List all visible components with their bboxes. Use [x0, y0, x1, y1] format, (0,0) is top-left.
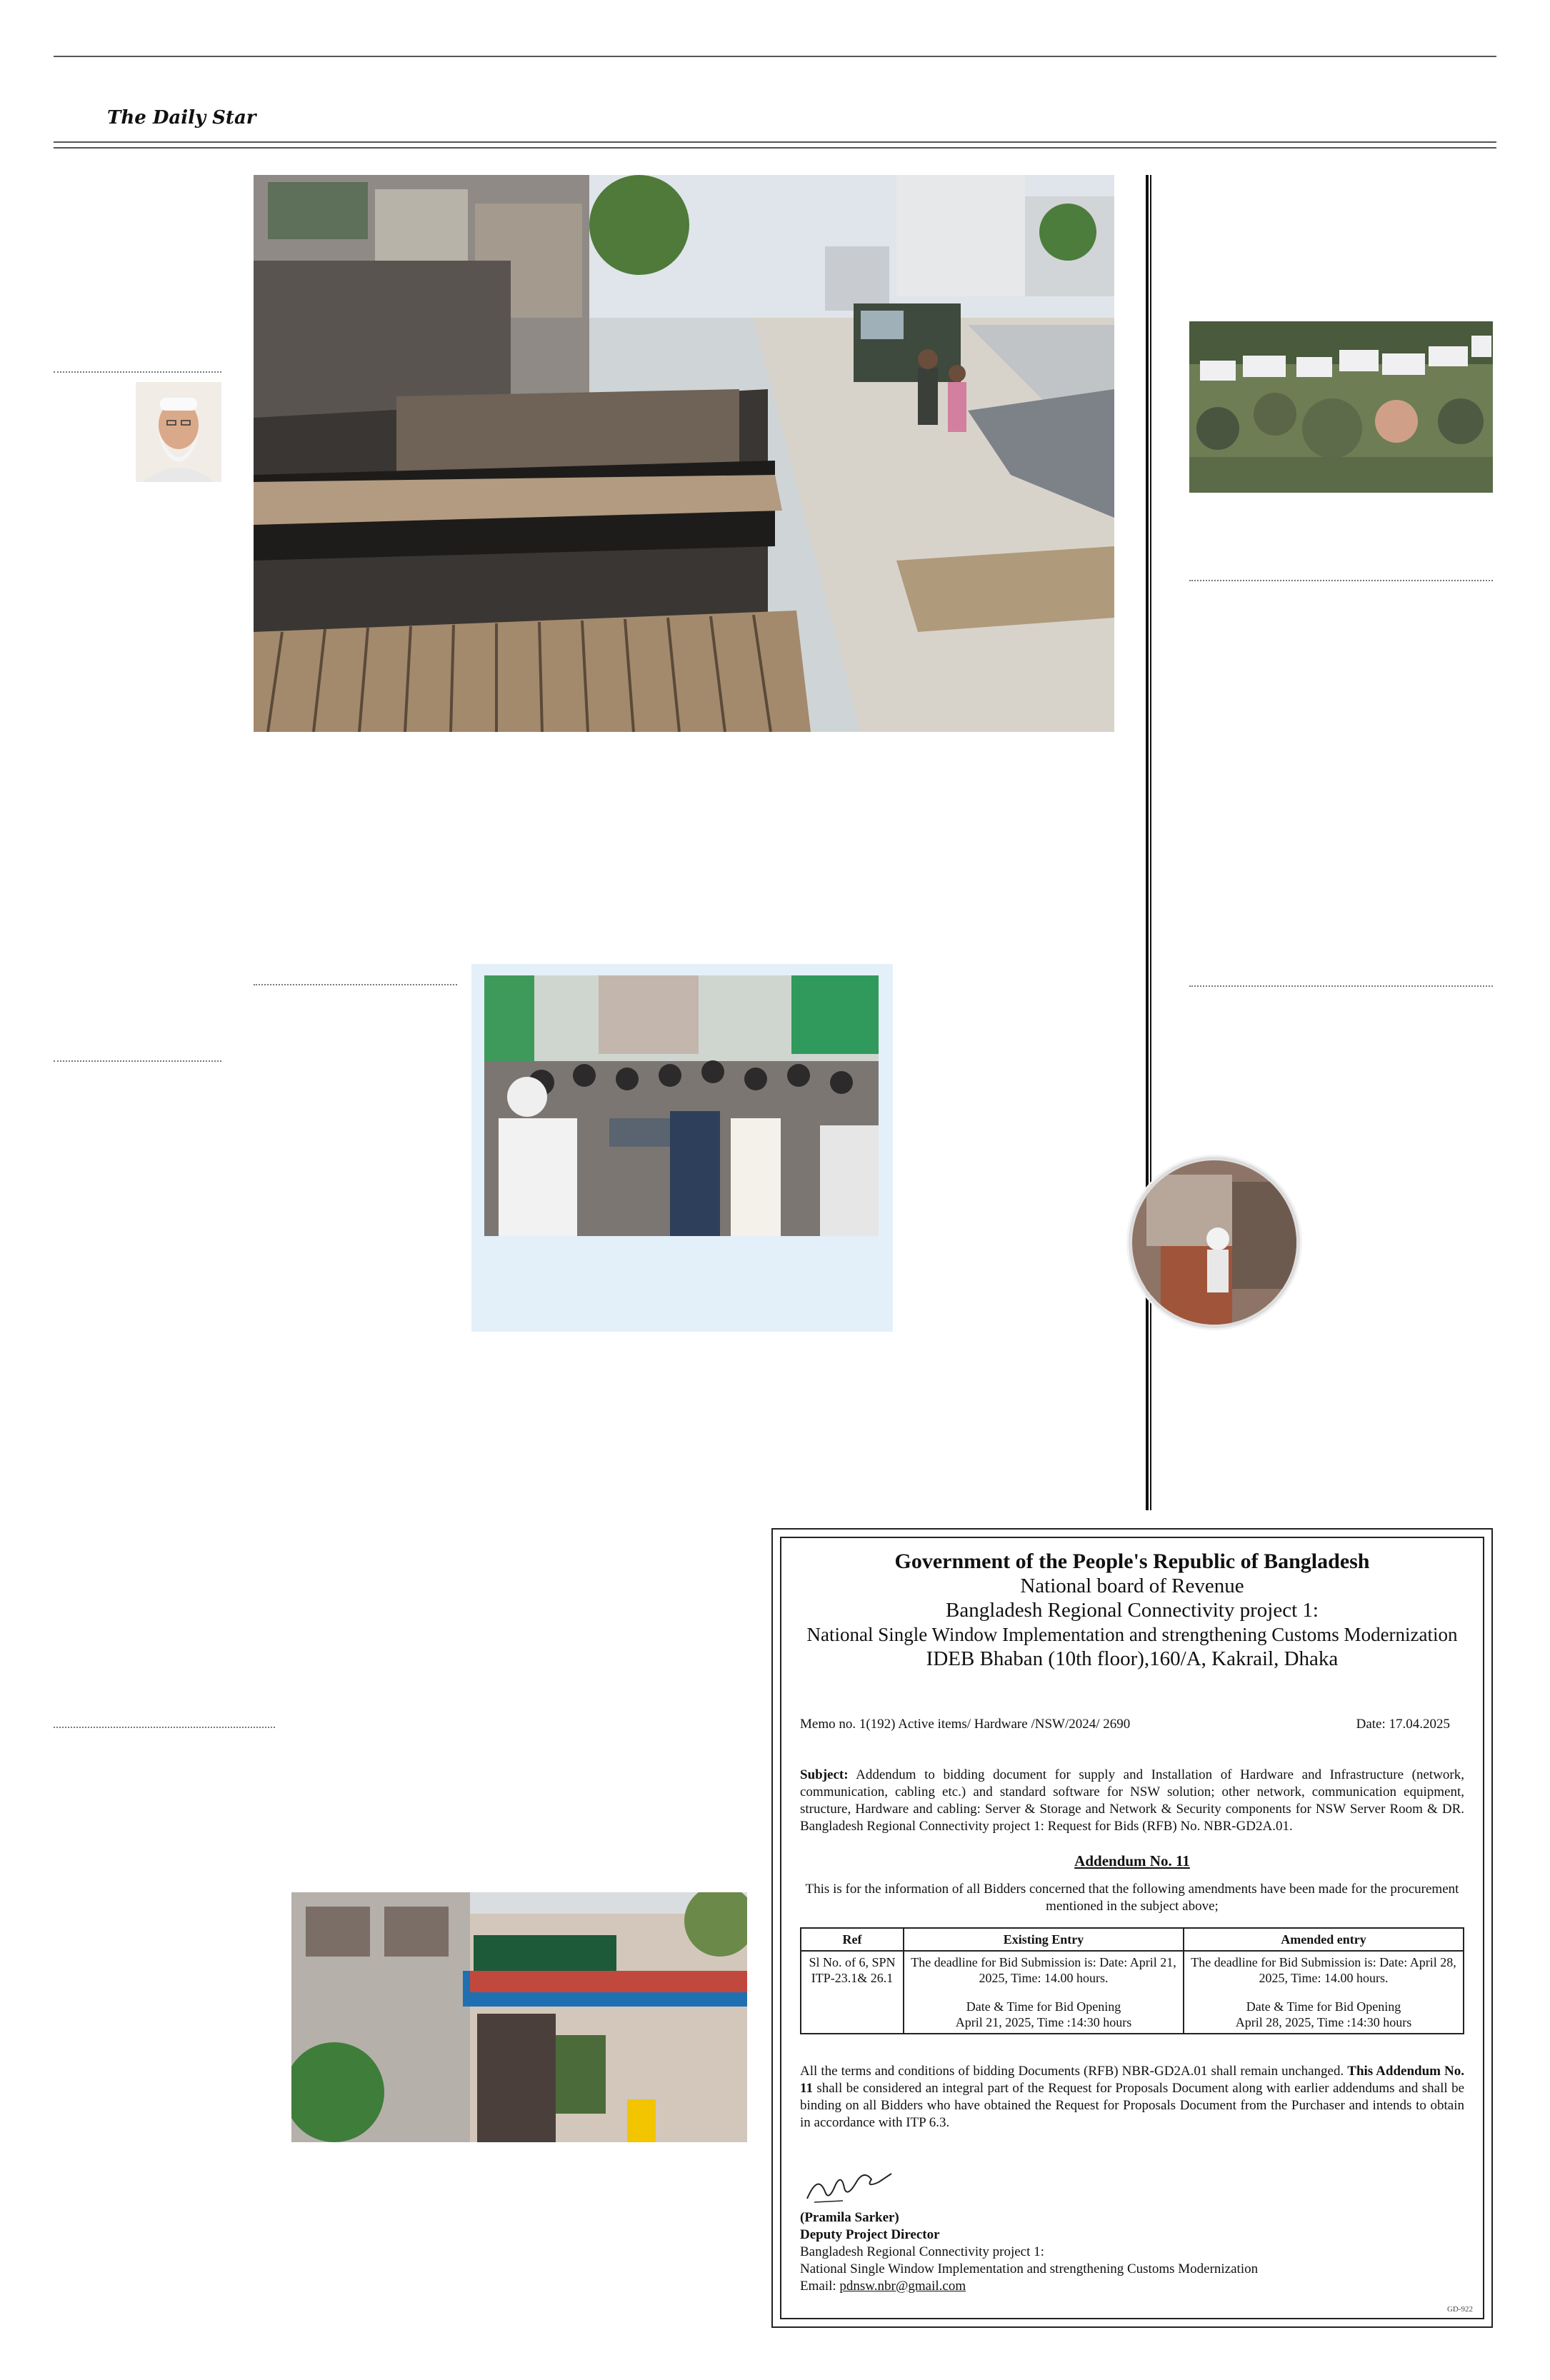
- subject-label: Subject:: [800, 1767, 849, 1782]
- signer-org1: Bangladesh Regional Connectivity project 1:: [800, 2244, 1044, 2259]
- signer-title: Deputy Project Director: [800, 2227, 940, 2242]
- addendum-title: Addendum No. 11: [1074, 1852, 1190, 1869]
- signer-org2: National Single Window Implementation and strengthening Customs Modernization: [800, 2261, 1259, 2276]
- crowd-photo: [484, 975, 879, 1236]
- existing-deadline: The deadline for Bid Submission is: Date: April 21, 2025, Time: 14.00 hours.: [911, 1955, 1176, 1985]
- tender-advertisement: [771, 1528, 1493, 2328]
- ad-header-line4: National Single Window Implementation and strengthening Customs Modernization: [806, 1624, 1458, 1645]
- info-paragraph: This is for the information of all Bidders concerned that the following amendments have been made for the procurement mentioned in the subject above;: [805, 1882, 1459, 1914]
- memo-number: Memo no. 1(192) Active items/ Hardware /NSW/2024/ 2690: [800, 1717, 1131, 1732]
- terms-paragraph: [800, 2063, 1464, 2132]
- terms-part2: shall be considered an integral part of the Request for Proposals Document along with earlier addendums and shall be binding on all Bidders who have obtained the Request for Proposals Document from the Purchaser and intends to obtain in accordance with ITP 6.3.: [800, 2081, 1464, 2130]
- hospital-photo: [291, 1892, 747, 2142]
- amendment-table: [800, 1927, 1464, 2034]
- divider-right-1: [1189, 580, 1493, 581]
- ad-code: GD-922: [1446, 2305, 1473, 2314]
- terms-bold: This Addendum No. 11: [800, 2064, 1465, 2096]
- column-rule: [1146, 175, 1151, 1510]
- existing-opening: April 21, 2025, Time :14:30 hours: [955, 2015, 1132, 2029]
- masthead-rule-2: [54, 147, 1496, 149]
- divider-left-3: [54, 1727, 275, 1728]
- amended-opening-label: Date & Time for Bid Opening: [1246, 1999, 1401, 2014]
- email-label: Email:: [800, 2279, 836, 2294]
- table-cell-amended: [1184, 1951, 1464, 2034]
- main-photo-drain-construction: [254, 175, 1114, 732]
- signature-block: [800, 2209, 1258, 2295]
- email-link[interactable]: pdnsw.nbr@gmail.com: [839, 2279, 966, 2294]
- subject-paragraph: [800, 1767, 1464, 1835]
- signature-icon: [800, 2159, 900, 2209]
- protest-photo: [1189, 321, 1493, 493]
- table-cell-existing: [904, 1951, 1184, 2034]
- subject-text: Addendum to bidding document for supply and Installation of Hardware and Infrastructure (network, communication, cabling etc.) and standard software for NSW solution; other network, communication equipment, structure, Hardware and cabling: Server & Storage and Network & Security components for NSW Server Room & DR. Bangladesh Regional Connectivity project 1: Request for Bids (RFB) No. NBR-GD2A.01.: [800, 1767, 1464, 1834]
- table-row: [801, 1951, 1464, 2034]
- ad-header-line5: IDEB Bhaban (10th floor),160/A, Kakrail, Dhaka: [926, 1647, 1339, 1670]
- signer-email-row: [800, 2278, 1258, 2295]
- ad-header-line2: National board of Revenue: [1020, 1575, 1244, 1597]
- existing-opening-label: Date & Time for Bid Opening: [966, 1999, 1121, 2014]
- divider-right-2: [1189, 985, 1493, 987]
- table-header-row: [801, 1928, 1464, 1951]
- divider-left-2: [54, 1060, 221, 1062]
- masthead-rule-1: [54, 141, 1496, 143]
- top-rule: [54, 56, 1496, 57]
- memo-row: [800, 1717, 1464, 1732]
- amended-opening: April 28, 2025, Time :14:30 hours: [1235, 2015, 1412, 2029]
- ad-header: [781, 1550, 1483, 1671]
- divider-mid-1: [254, 984, 457, 985]
- table-header-existing: Existing Entry: [904, 1928, 1184, 1951]
- columnist-photo: [136, 382, 221, 482]
- ad-header-line1: Government of the People's Republic of Bangladesh: [894, 1550, 1370, 1573]
- signer-name: (Pramila Sarker): [800, 2210, 899, 2225]
- masthead-logo: The Daily Star: [107, 107, 256, 129]
- divider-left-1: [54, 371, 221, 373]
- ad-header-line3: Bangladesh Regional Connectivity project 1:: [946, 1599, 1319, 1622]
- table-cell-ref: Sl No. of 6, SPN ITP-23.1& 26.1: [801, 1951, 904, 2034]
- memo-date: Date: 17.04.2025: [1356, 1717, 1450, 1732]
- amended-deadline: The deadline for Bid Submission is: Date: April 28, 2025, Time: 14.00 hours.: [1191, 1955, 1456, 1985]
- table-header-ref: Ref: [801, 1928, 904, 1951]
- terms-part1: All the terms and conditions of bidding Documents (RFB) NBR-GD2A.01 shall remain unchanged.: [800, 2064, 1344, 2079]
- ad-border: [780, 1537, 1484, 2319]
- circle-inset-photo: [1129, 1157, 1300, 1328]
- table-header-amended: Amended entry: [1184, 1928, 1464, 1951]
